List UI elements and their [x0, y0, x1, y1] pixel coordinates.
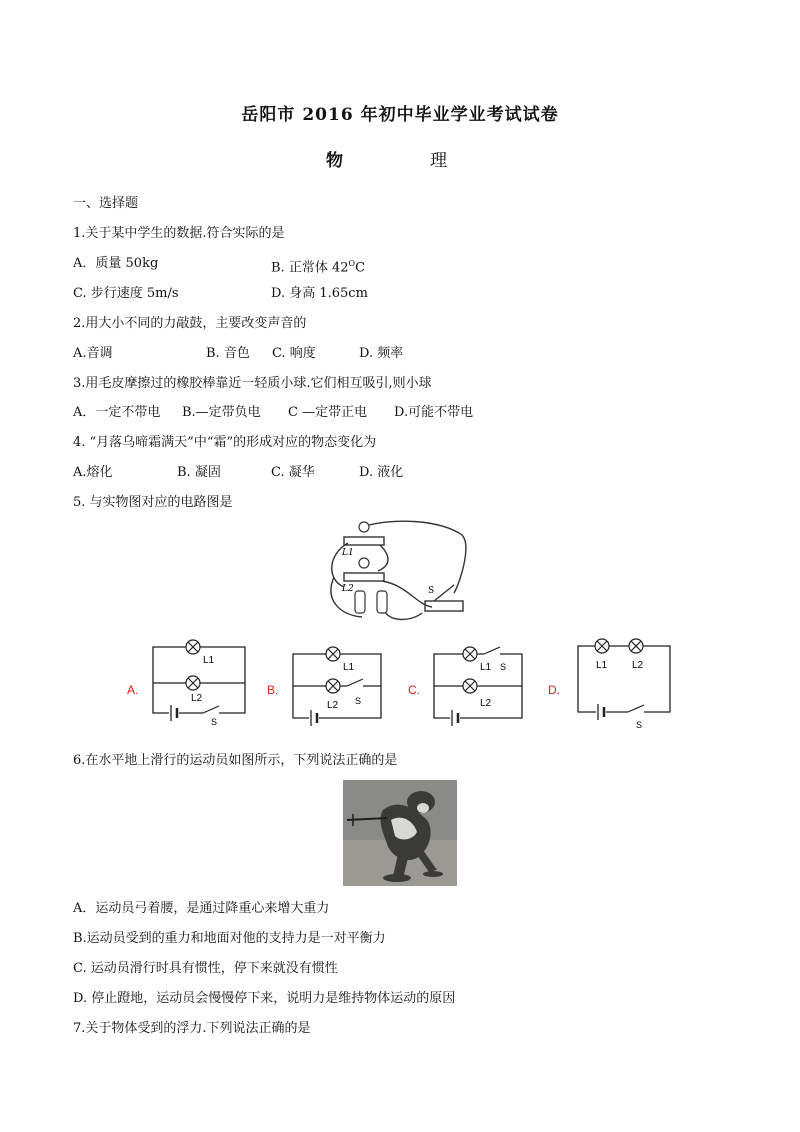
- question-3-stem: 3.用毛皮摩擦过的橡胶棒靠近一轻质小球.它们相互吸引,则小球: [73, 376, 432, 391]
- q4-option-d: D. 液化: [359, 465, 404, 480]
- question-2-stem: 2.用大小不同的力敲鼓，主要改变声音的: [73, 316, 307, 331]
- photo-label-s: S: [428, 586, 435, 596]
- photo-label-l1: L1: [342, 548, 354, 558]
- question-4-stem: 4. “月落乌啼霜满天”中“霜”的形成对应的物态变化为: [73, 435, 377, 450]
- q4-option-b: B. 凝固: [177, 465, 221, 480]
- q3-option-a: A．一定不带电: [73, 405, 161, 420]
- exam-title: 岳阳市 2016 年初中毕业学业考试试卷: [241, 105, 559, 125]
- q6-option-d: D. 停止蹬地，运动员会慢慢停下来，说明力是维持物体运动的原因: [73, 991, 456, 1006]
- q3-option-c: C —定带正电: [288, 405, 368, 420]
- q1-option-c: C. 步行速度 5m/s: [73, 286, 179, 301]
- q6-option-a: A．运动员弓着腰，是通过降重心来增大重力: [73, 901, 330, 916]
- q2-option-d: D. 频率: [359, 346, 404, 361]
- q3-option-d: D.可能不带电: [394, 405, 474, 420]
- circuit-diagram-a: [145, 635, 255, 725]
- circuit-b-label-s: S: [355, 696, 362, 706]
- q2-option-c: C. 响度: [272, 346, 316, 361]
- circuit-d-label-s: S: [636, 720, 643, 730]
- circuit-b-label-l1: L1: [343, 662, 355, 673]
- question-6-stem: 6.在水平地上滑行的运动员如图所示，下列说法正确的是: [73, 753, 398, 768]
- photo-label-l2: L2: [342, 584, 354, 594]
- circuit-b-label-l2: L2: [327, 700, 339, 711]
- question-5-stem: 5. 与实物图对应的电路图是: [73, 495, 233, 510]
- q6-option-c: C. 运动员滑行时具有惯性，停下来就没有惯性: [73, 961, 338, 976]
- circuit-a-label-l1: L1: [203, 655, 215, 666]
- circuit-option-a-label: A.: [127, 683, 139, 697]
- circuit-a-label-s: S: [211, 717, 218, 725]
- q1-option-d: D. 身高 1.65cm: [271, 286, 368, 301]
- circuit-option-b-label: B.: [267, 683, 279, 697]
- circuit-diagram-d: [570, 630, 680, 730]
- q1-option-b: B. 正常体 $42^OC$: [271, 259, 366, 276]
- section-heading: 一、选择题: [73, 196, 139, 211]
- question-7-stem: 7.关于物体受到的浮力.下列说法正确的是: [73, 1021, 311, 1036]
- circuit-d-label-l1: L1: [596, 660, 608, 671]
- subject-char-1: 物: [326, 151, 343, 171]
- q2-option-a: A.音调: [73, 346, 113, 361]
- q1-option-a: A．质量 50kg: [73, 256, 159, 271]
- circuit-option-d-label: D.: [548, 683, 560, 697]
- circuit-c-label-l2: L2: [480, 698, 492, 709]
- question-1-stem: 1.关于某中学生的数据.符合实际的是: [73, 226, 285, 241]
- circuit-option-c-label: C.: [408, 683, 420, 697]
- q3-option-b: B.—定带负电: [182, 405, 261, 420]
- circuit-diagram-b: [285, 642, 395, 727]
- q4-option-c: C. 凝华: [271, 465, 315, 480]
- q2-option-b: B. 音色: [206, 346, 250, 361]
- skater-photo: [343, 780, 457, 886]
- circuit-c-label-s: S: [500, 662, 507, 672]
- physical-circuit-figure: [322, 515, 472, 625]
- circuit-d-label-l2: L2: [632, 660, 644, 671]
- circuit-c-label-l1: L1: [480, 662, 492, 673]
- q6-option-b: B.运动员受到的重力和地面对他的支持力是一对平衡力: [73, 931, 386, 946]
- subject-char-2: 理: [430, 151, 447, 171]
- circuit-diagram-c: [426, 642, 536, 727]
- circuit-a-label-l2: L2: [191, 693, 203, 704]
- q4-option-a: A.熔化: [73, 465, 113, 480]
